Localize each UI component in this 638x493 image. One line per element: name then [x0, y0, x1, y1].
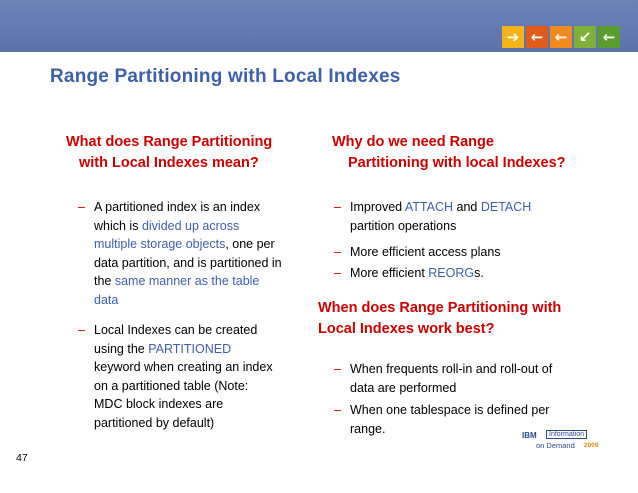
text-run: More efficient [350, 265, 429, 280]
text-run: which is [94, 218, 142, 233]
highlight-text: same manner as the table [114, 274, 260, 288]
logo-information: Information [546, 430, 587, 439]
logo-ibm: IBM [522, 431, 537, 440]
bullet-line [350, 198, 574, 217]
bullet-line [94, 217, 293, 236]
bullet-line: data are performed [350, 380, 457, 395]
arrow-right-icon: ➔ [502, 26, 524, 48]
bullet-line: keyword when creating an index [94, 360, 273, 374]
dash-bullet-icon: – [334, 403, 341, 417]
bullet-line [94, 235, 293, 254]
highlight-text: REORG [428, 265, 475, 280]
text-run: and [453, 200, 481, 214]
dash-bullet-icon: – [334, 265, 341, 280]
logo-on-demand: on Demand [536, 441, 575, 450]
bullet-line: data [94, 292, 119, 307]
list-item [334, 243, 574, 262]
arrow-left-icon: ← [598, 26, 620, 48]
text-run: Improved [350, 200, 405, 214]
highlight-text: ATTACH [404, 200, 454, 214]
page-number: 47 [16, 452, 28, 464]
list-item [78, 198, 293, 309]
bullet-line: partitioned by default) [94, 415, 215, 430]
text-run: using the [94, 341, 149, 356]
arrow-left-icon: ← [526, 26, 548, 48]
bullet-line [94, 340, 293, 359]
bullet-line: range. [350, 421, 386, 436]
arrow-left-icon: ← [550, 26, 572, 48]
left-bullets-1 [78, 198, 293, 317]
text-run: the [94, 274, 115, 288]
left-heading-line2: with Local Indexes mean? [79, 155, 259, 171]
right-heading-line1: Why do we need Range [332, 134, 494, 150]
list-item [78, 321, 293, 432]
bullet-line: MDC block indexes are [94, 397, 224, 411]
highlight-text: DETACH [480, 200, 532, 214]
ibm-information-on-demand-logo [522, 430, 606, 452]
bullet-line: When frequents roll-in and roll-out of [350, 362, 553, 376]
dash-bullet-icon: – [334, 362, 341, 376]
list-item [334, 360, 574, 397]
highlight-text: PARTITIONED [148, 341, 232, 356]
bullet-line [350, 264, 574, 283]
dash-bullet-icon: – [78, 323, 85, 337]
left-heading [66, 132, 296, 174]
bullet-line: More efficient access plans [350, 245, 501, 259]
bullet-line: A partitioned index is an index [94, 200, 261, 214]
left-heading-line1: What does Range Partitioning [66, 134, 273, 150]
right-heading2-line1: When does Range Partitioning with [318, 300, 562, 316]
bullet-line: on a partitioned table (Note: [94, 378, 249, 393]
left-bullets-2 [78, 321, 293, 440]
list-item [334, 198, 574, 235]
right-heading [332, 132, 592, 174]
nav-arrows [502, 26, 620, 48]
bullet-line: data partition, and is partitioned in [94, 255, 282, 270]
highlight-text: multiple storage objects [94, 237, 226, 251]
right-heading2-line2: Local Indexes work best? [318, 321, 495, 337]
text-run: s. [474, 265, 484, 280]
right-heading-2 [318, 298, 588, 340]
dash-bullet-icon: – [78, 200, 85, 214]
list-item [334, 264, 574, 283]
bullet-line [94, 272, 293, 291]
highlight-text: divided up across [141, 218, 240, 233]
bullet-line: Local Indexes can be created [94, 323, 258, 337]
right-heading-line2: Partitioning with local Indexes? [348, 155, 566, 171]
bullet-line: partition operations [350, 218, 457, 233]
arrow-down-left-icon: ↙ [574, 26, 596, 48]
dash-bullet-icon: – [334, 200, 341, 214]
right-bullets-1 [334, 198, 574, 290]
dash-bullet-icon: – [334, 245, 341, 259]
bullet-line: When one tablespace is defined per [350, 403, 550, 417]
top-banner [0, 0, 638, 52]
slide-title: Range Partitioning with Local Indexes [50, 66, 401, 87]
logo-year: 2009 [584, 442, 599, 449]
text-run: , one per [225, 237, 275, 251]
